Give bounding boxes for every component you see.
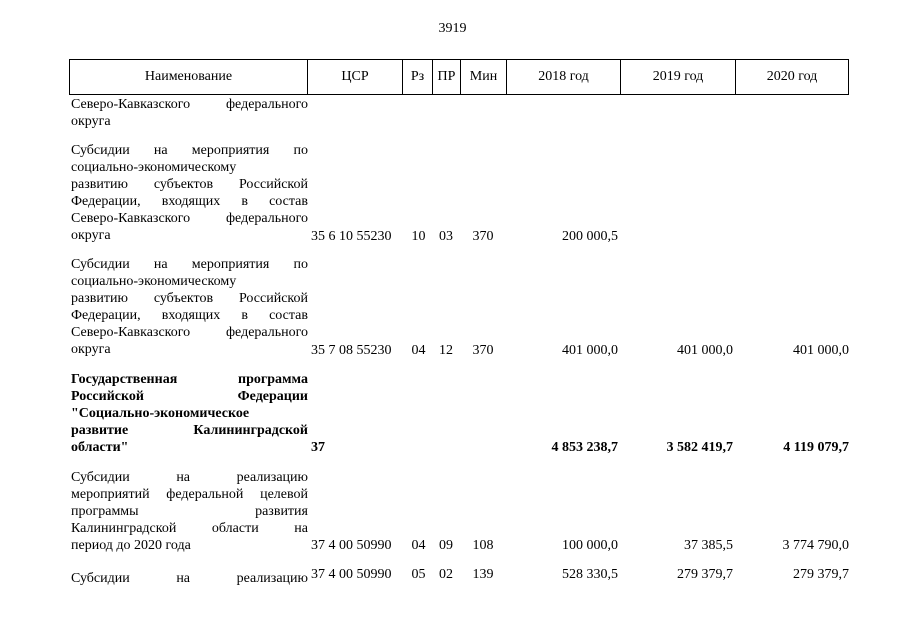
name-line: мероприятий федеральной целевой [71, 487, 308, 502]
name-line: Государственная программа [71, 372, 308, 387]
cell-2018: 200 000,5 [562, 229, 618, 244]
cell-2020: 279 379,7 [793, 567, 849, 582]
name-line: развитию субъектов Российской [71, 177, 308, 192]
cell-csr: 35 6 10 55230 [311, 229, 392, 244]
name-line: Калининградской области на [71, 521, 308, 536]
header-pr: ПР [432, 60, 460, 94]
table-row-name [71, 256, 308, 358]
cell-min: 370 [472, 343, 494, 358]
header-min: Мин [460, 60, 506, 94]
name-line: области" [71, 440, 129, 455]
cell-rz: 04 [411, 343, 426, 358]
name-line: округа [71, 114, 111, 129]
cell-2018: 4 853 238,7 [551, 440, 618, 455]
cell-2019: 3 582 419,7 [666, 440, 733, 455]
cell-csr: 37 4 00 50990 [311, 567, 392, 582]
cell-rz: 05 [411, 567, 426, 582]
name-line: социально-экономическому [71, 160, 237, 175]
cell-2019 [620, 228, 733, 245]
name-line: программы развития [71, 504, 308, 519]
name-line: Субсидии на реализацию [71, 571, 308, 586]
cell-2019: 279 379,7 [677, 567, 733, 582]
name-line: "Социально-экономическое [71, 406, 250, 421]
table-row-name [71, 469, 308, 554]
table-row-name [71, 142, 308, 244]
cell-2018: 528 330,5 [562, 567, 618, 582]
cell-2018: 401 000,0 [562, 343, 618, 358]
name-line: Субсидии на мероприятия по [71, 257, 308, 272]
name-line: Субсидии на мероприятия по [71, 143, 308, 158]
name-line: Северо-Кавказского федерального [71, 97, 308, 112]
name-line: округа [71, 342, 111, 357]
cell-rz: 10 [411, 229, 426, 244]
name-line: Федерации, входящих в состав [71, 308, 308, 323]
cell-csr: 37 4 00 50990 [311, 538, 392, 553]
table-row-name [71, 570, 308, 587]
cell-pr: 12 [439, 343, 453, 358]
table-row-name [71, 371, 308, 456]
cell-2018: 100 000,0 [562, 538, 618, 553]
name-line: округа [71, 228, 111, 243]
cell-pr: 03 [439, 229, 453, 244]
cell-2020: 4 119 079,7 [783, 440, 849, 455]
name-line: социально-экономическому [71, 274, 237, 289]
header-2018: 2018 год [506, 60, 620, 94]
name-line: Российской Федерации [71, 389, 308, 404]
cell-min: 370 [472, 229, 494, 244]
cell-2020: 3 774 790,0 [782, 538, 849, 553]
name-line: период до 2020 года [71, 538, 191, 553]
header-rz: Рз [402, 60, 432, 94]
cell-rz: 04 [411, 538, 426, 553]
page-number: 3919 [438, 21, 467, 36]
cell-2019: 37 385,5 [684, 538, 733, 553]
table-row-name [71, 96, 308, 130]
name-line: Северо-Кавказского федерального [71, 211, 308, 226]
name-line: Субсидии на реализацию [71, 470, 308, 485]
cell-pr: 02 [439, 567, 453, 582]
header-name: Наименование [144, 69, 233, 84]
name-line: Северо-Кавказского федерального [71, 325, 308, 340]
cell-2020: 401 000,0 [793, 343, 849, 358]
header-2019: 2019 год [620, 60, 735, 94]
cell-csr: 35 7 08 55230 [311, 343, 392, 358]
table-header [69, 59, 849, 95]
name-line: развитию субъектов Российской [71, 291, 308, 306]
header-2020: 2020 год [735, 60, 848, 94]
cell-2020 [735, 228, 849, 245]
name-line: Федерации, входящих в состав [71, 194, 308, 209]
cell-pr: 09 [439, 538, 453, 553]
cell-csr: 37 [311, 440, 325, 455]
header-csr: ЦСР [307, 60, 402, 94]
cell-min: 139 [472, 567, 494, 582]
cell-2019: 401 000,0 [677, 343, 733, 358]
name-line: развитие Калининградской [71, 423, 308, 438]
cell-min: 108 [472, 538, 494, 553]
